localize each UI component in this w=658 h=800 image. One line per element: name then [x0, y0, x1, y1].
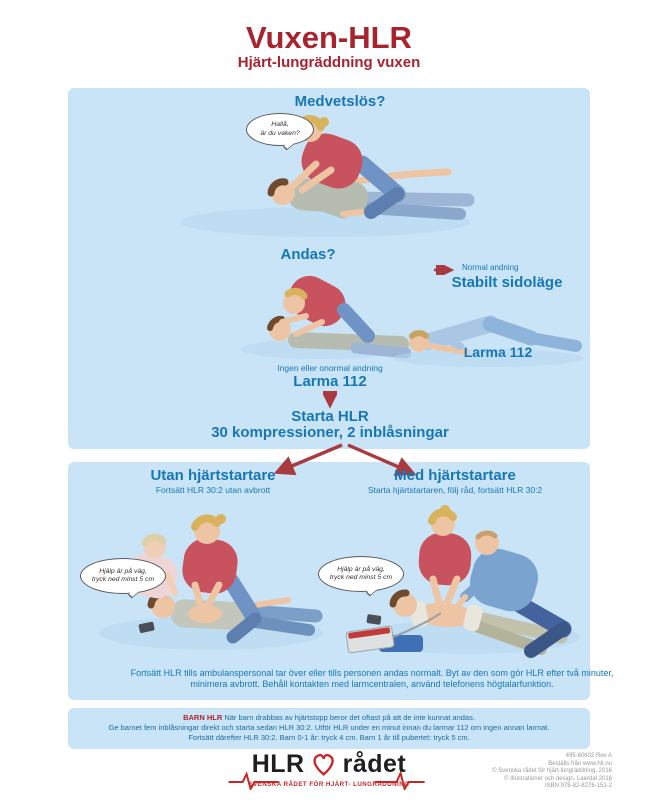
- speech-help-line2: tryck ned minst 5 cm: [91, 576, 155, 583]
- colophon-line: Beställs från www.hlr.nu: [548, 760, 612, 767]
- logo-subtitle: SVENSKA RÅDET FÖR HJÄRT- LUNGRÄDDNING: [248, 781, 410, 788]
- speech-bubble-wake: [246, 113, 314, 146]
- start-cpr-detail: 30 kompressioner, 2 inblåsningar: [211, 424, 449, 441]
- call-112-right-label: Larma 112: [463, 344, 533, 360]
- logo-text-hlr: HLR: [251, 750, 305, 778]
- without-aed-heading: Utan hjärtstartare: [150, 467, 276, 484]
- page-subtitle: Hjärt-lungräddning vuxen: [237, 54, 421, 71]
- colophon: [492, 753, 612, 791]
- normal-breathing-label: Normal andning: [462, 263, 519, 272]
- colophon-line: 495-60602 Rev A: [565, 753, 612, 759]
- speech-bubble-help-left: [80, 558, 166, 594]
- child-cpr-label: BARN HLR: [183, 713, 223, 722]
- illustration-airway-scene: [236, 258, 411, 363]
- with-aed-heading: Med hjärtstartare: [394, 467, 516, 484]
- logo-text-radet: rådet: [342, 750, 407, 778]
- logo-row: [249, 750, 410, 779]
- abnormal-breathing-label: Ingen eller onormal andning: [277, 363, 383, 373]
- speech-help-line1: Hjälp är på väg,: [337, 565, 385, 573]
- page-title: Vuxen-HLR: [246, 20, 412, 55]
- step-breathing-heading: Andas?: [280, 246, 336, 263]
- speech-wake-line1: Hallå,: [271, 121, 289, 128]
- with-aed-subheading: Starta hjärtstartaren, följ råd, fortsätt HLR 30:2: [367, 485, 543, 495]
- cpr-note-line1: Fortsätt HLR tills ambulanspersonal tar över eller tills personen andas normalt. Byt av den som gör HLR efter två minuter,: [130, 668, 614, 678]
- colophon-line: ISBN 978-82-8276-151-2: [544, 783, 612, 790]
- cpr-note-line2: minimera avbrott. Behåll kontakten med larmcentralen, använd telefonens högtalarfunktion.: [190, 679, 554, 689]
- speech-help-line1: Hjälp är på väg,: [99, 567, 147, 575]
- child-cpr-line3: Fortsätt därefter HLR 30:2. Barn 0-1 år: tryck 4 cm. Barn 1 år till pubertet: tryck 5 cm.: [188, 733, 470, 742]
- without-aed-subheading: Fortsätt HLR 30:2 utan avbrott: [155, 485, 271, 495]
- speech-wake-line2: är du vaken?: [260, 129, 300, 137]
- call-112-center-label: Larma 112: [293, 373, 367, 390]
- hlr-radet-logo: [249, 750, 410, 788]
- colophon-line: © Svenska rådet för hjärt-lungräddning, 2016: [492, 768, 612, 775]
- phone-icon: [366, 614, 381, 625]
- speech-bubble-help-right: [318, 556, 404, 592]
- start-cpr-heading: Starta HLR: [291, 408, 369, 425]
- colophon-line: © Illustrationer och design, Laerdal 2016: [504, 775, 612, 782]
- heart-icon: [310, 752, 338, 777]
- step-consciousness-heading: Medvetslös?: [294, 93, 386, 110]
- child-cpr-line1: [183, 713, 475, 722]
- recovery-position-heading: Stabilt sidoläge: [451, 274, 563, 291]
- child-cpr-line2: Ge barnet fem inblåsningar direkt och starta sedan HLR 30:2. Utför HLR under en minut innan du larmar 112 om ingen annan larmat.: [108, 723, 550, 732]
- speech-help-line2: tryck ned minst 5 cm: [329, 574, 393, 581]
- illustration-shake-scene: [150, 104, 480, 244]
- child-cpr-line1-text: När barn drabbas av hjärtstopp beror det oftast på att de inte kunnat andas.: [224, 713, 475, 722]
